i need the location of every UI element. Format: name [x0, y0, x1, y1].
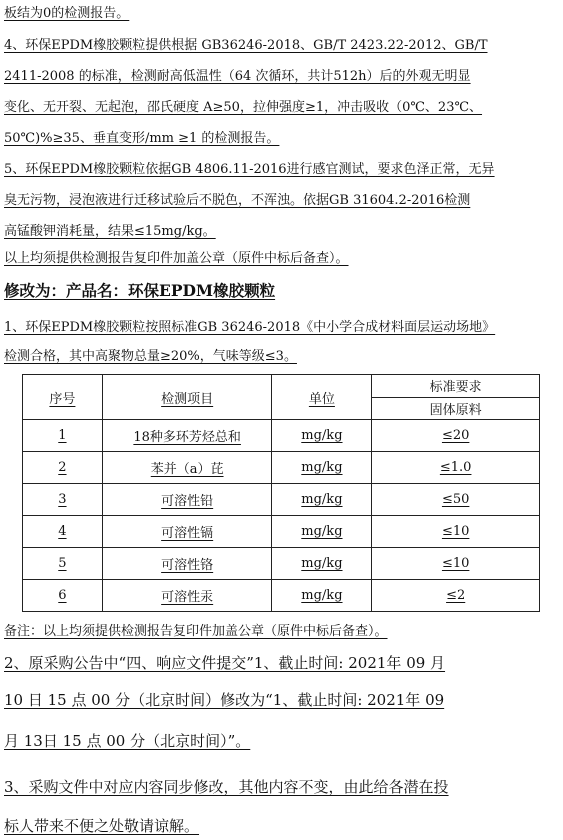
cell-no: 5: [23, 548, 103, 580]
text-line: 以上均须提供检测报告复印件加盖公章（原件中标后备查）。: [4, 251, 349, 266]
table-row: [23, 452, 540, 484]
cell-item: 可溶性铅: [102, 484, 272, 516]
header-no: 序号: [23, 375, 103, 420]
cell-item: 可溶性铬: [102, 548, 272, 580]
cell-unit: mg/kg: [272, 452, 372, 484]
cell-limit: ≤50: [372, 484, 540, 516]
text-line: 月 13日 15 点 00 分（北京时间）”。: [4, 732, 251, 750]
header-item: 检测项目: [102, 375, 272, 420]
text-line: 4、环保EPDM橡胶颗粒提供根据 GB36246-2018、GB/T 2423.22-2012、GB/T: [4, 38, 488, 53]
cell-no: 6: [23, 580, 103, 612]
cell-item: 苯并（a）芘: [102, 452, 272, 484]
cell-unit: mg/kg: [272, 516, 372, 548]
cell-limit: ≤20: [372, 420, 540, 452]
table-row: [23, 516, 540, 548]
header-standard-sub: 固体原料: [372, 397, 540, 420]
table-row: [23, 484, 540, 516]
cell-no: 4: [23, 516, 103, 548]
standards-table: [22, 374, 540, 612]
cell-unit: mg/kg: [272, 548, 372, 580]
modify-prefix: 修改为：: [4, 281, 67, 300]
cell-limit: ≤10: [372, 548, 540, 580]
text-line: 5、环保EPDM橡胶颗粒依据GB 4806.11-2016进行感官测试，要求色泽正常，无异: [4, 162, 495, 177]
text-line: 1、环保EPDM橡胶颗粒按照标准GB 36246-2018《中小学合成材料面层运动场地》: [4, 320, 496, 335]
table-row: [23, 580, 540, 612]
text-line: 10 日 15 点 00 分（北京时间）修改为“1、截止时间: 2021年 09: [4, 691, 445, 709]
text-line: 高锰酸钾消耗量，结果≤15mg/kg。: [4, 224, 216, 239]
text-line: 50℃)%≥35、垂直变形/mm ≥1 的检测报告。: [4, 131, 280, 146]
text-line: 臭无污物，浸泡液进行迁移试验后不脱色，不浑浊。依据GB 31604.2-2016检测: [4, 193, 471, 208]
text-line: 变化、无开裂、无起泡，邵氏硬度 A≥50，拉伸强度≥1，冲击吸收（0℃、23℃、: [4, 100, 483, 115]
table-row: [23, 548, 540, 580]
text-line: 检测合格，其中高聚物总量≥20%，气味等级≤3。: [4, 349, 297, 364]
cell-limit: ≤1.0: [372, 452, 540, 484]
cell-item: 可溶性镉: [102, 516, 272, 548]
modify-heading: [4, 281, 557, 301]
cell-item: 可溶性汞: [102, 580, 272, 612]
text-line: 2、原采购公告中“四、响应文件提交”1、截止时间: 2021年 09 月: [4, 654, 446, 672]
cell-unit: mg/kg: [272, 484, 372, 516]
header-unit: 单位: [272, 375, 372, 420]
table-note: 备注：以上均须提供检测报告复印件加盖公章（原件中标后备查）。: [4, 624, 388, 639]
product-name: 产品名：环保EPDM橡胶颗粒: [66, 281, 276, 300]
table-header-row: [23, 375, 540, 398]
cell-unit: mg/kg: [272, 420, 372, 452]
text-line: 板结为0的检测报告。: [4, 6, 130, 21]
text-line: 标人带来不便之处敬请谅解。: [4, 817, 200, 835]
cell-item: 18种多环芳烃总和: [102, 420, 272, 452]
text-line: 2411-2008 的标准，检测耐高低温性（64 次循环，共计512h）后的外观无明显: [4, 69, 471, 84]
cell-no: 3: [23, 484, 103, 516]
cell-limit: ≤10: [372, 516, 540, 548]
header-standard: 标准要求: [372, 375, 540, 398]
cell-limit: ≤2: [372, 580, 540, 612]
cell-no: 1: [23, 420, 103, 452]
table-row: [23, 420, 540, 452]
cell-no: 2: [23, 452, 103, 484]
text-line: 3、采购文件中对应内容同步修改，其他内容不变，由此给各潜在投: [4, 778, 449, 796]
cell-unit: mg/kg: [272, 580, 372, 612]
